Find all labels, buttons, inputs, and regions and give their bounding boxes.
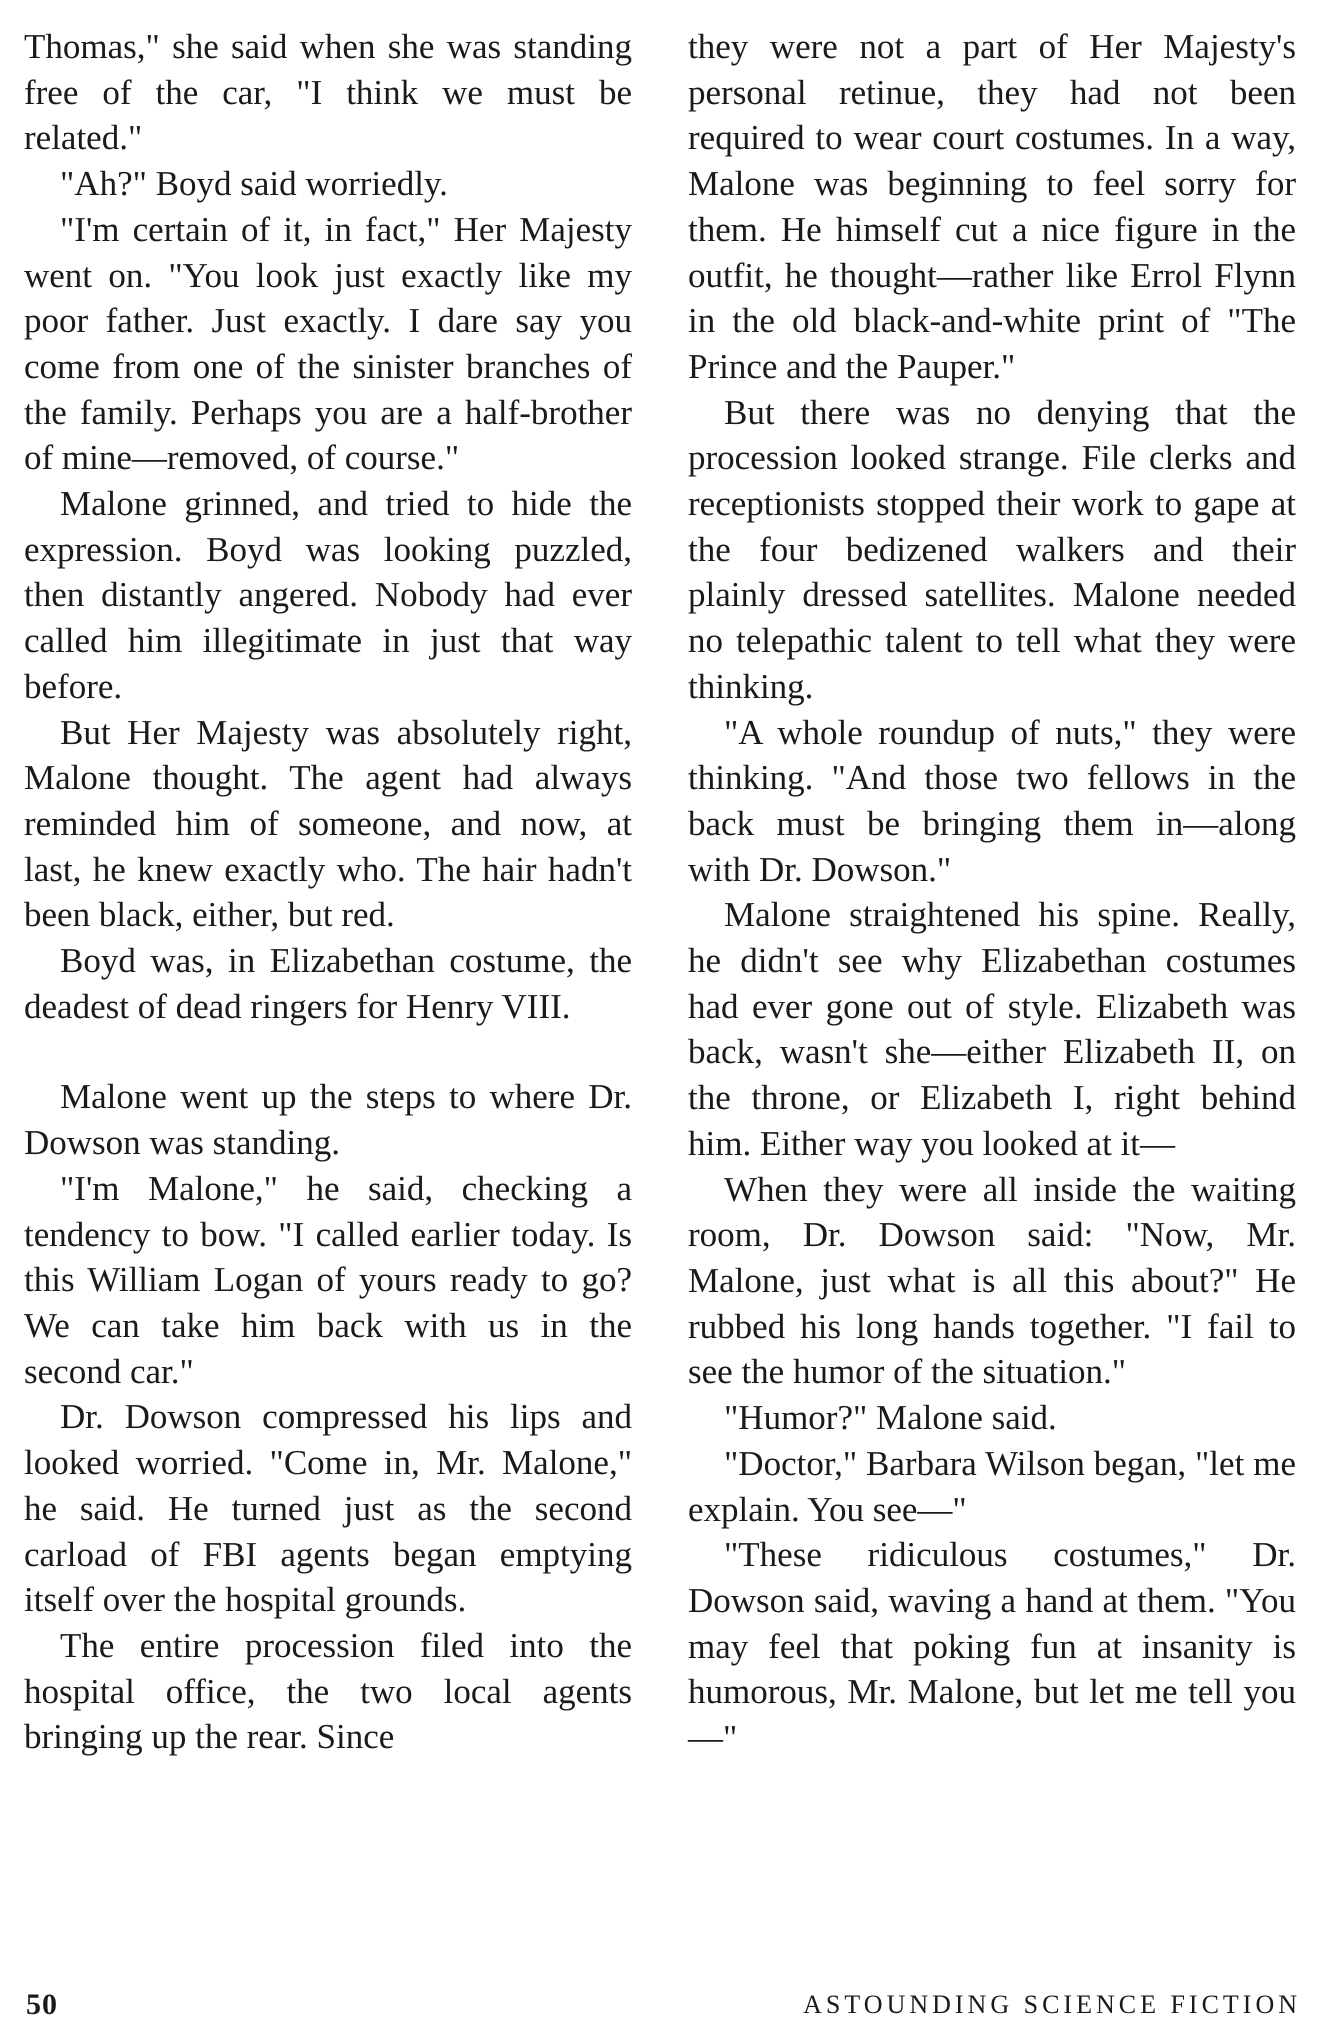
paragraph: But Her Majesty was absolutely right, Malone thought. The agent had always reminded him of someone, and now, at last, he knew exactly who. The hair hadn't been black, either, but red.: [24, 712, 632, 935]
paragraph: When they were all inside the waiting room, Dr. Dowson said: "Now, Mr. Malone, just what is all this about?" He rubbed his long hands together. "I fail to see the humor of the situation.": [688, 1169, 1296, 1392]
paragraph: "I'm certain of it, in fact," Her Majesty went on. "You look just exactly like my poor father. Just exactly. I dare say you come from one of the sinister branches of the family. Perhaps you are a half-brother of mine—removed, of course.": [24, 209, 632, 478]
paragraph: "Doctor," Barbara Wilson began, "let me explain. You see—": [688, 1443, 1296, 1529]
paragraph: "Humor?" Malone said.: [724, 1398, 1057, 1438]
paragraph: Malone went up the steps to where Dr. Dowson was standing.: [24, 1077, 632, 1163]
paragraph: Boyd was, in Elizabethan costume, the deadest of dead ringers for Henry VIII.: [24, 941, 632, 1026]
page-number: 50: [26, 1988, 58, 2021]
paragraph: Malone straightened his spine. Really, he didn't see why Elizabethan costumes had ever gone out of style. Elizabeth was back, wasn't she—either Elizabeth II, on the throne, or Elizabeth I, right behind him. Either way you looked at it—: [688, 895, 1296, 1163]
paragraph: "I'm Malone," he said, checking a tendency to bow. "I called earlier today. Is this William Logan of yours ready to go? We can take him back with us in the second car.": [24, 1168, 632, 1391]
paragraph: they were not a part of Her Majesty's personal retinue, they had not been required to wear court costumes. In a way, Malone was beginning to feel sorry for them. He himself cut a nice figure in the outfit, he thought—rather like Errol Flynn in the old black-and-white print of "The Prince and the Pauper.": [688, 27, 1296, 386]
right-text-column: [688, 24, 1296, 1761]
left-text-column: [24, 24, 632, 1760]
paragraph: "Ah?" Boyd said worriedly.: [60, 164, 448, 204]
paragraph: "These ridiculous costumes," Dr. Dowson said, waving a hand at them. "You may feel that poking fun at insanity is humorous, Mr. Malone, but let me tell you—": [688, 1535, 1296, 1758]
section-break: [24, 1029, 632, 1074]
paragraph: Dr. Dowson compressed his lips and looked worried. "Come in, Mr. Malone," he said. He turned just as the second carload of FBI agents began emptying itself over the hospital grounds.: [24, 1397, 632, 1620]
paragraph: But there was no denying that the procession looked strange. File clerks and receptionists stopped their work to gape at the four bedizened walkers and their plainly dressed satellites. Malone needed no telepathic talent to tell what they were thinking.: [688, 392, 1296, 706]
paragraph: Malone grinned, and tried to hide the expression. Boyd was looking puzzled, then distantly angered. Nobody had ever called him illegitimate in just that way before.: [24, 484, 632, 706]
paragraph: "A whole roundup of nuts," they were thinking. "And those two fellows in the back must be bringing them in—along with Dr. Dowson.": [688, 712, 1296, 889]
paragraph: The entire procession filed into the hospital office, the two local agents bringing up the rear. Since: [24, 1625, 632, 1757]
paragraph: Thomas," she said when she was standing free of the car, "I think we must be related.": [24, 27, 632, 158]
magazine-title: ASTOUNDING SCIENCE FICTION: [803, 1990, 1301, 2019]
